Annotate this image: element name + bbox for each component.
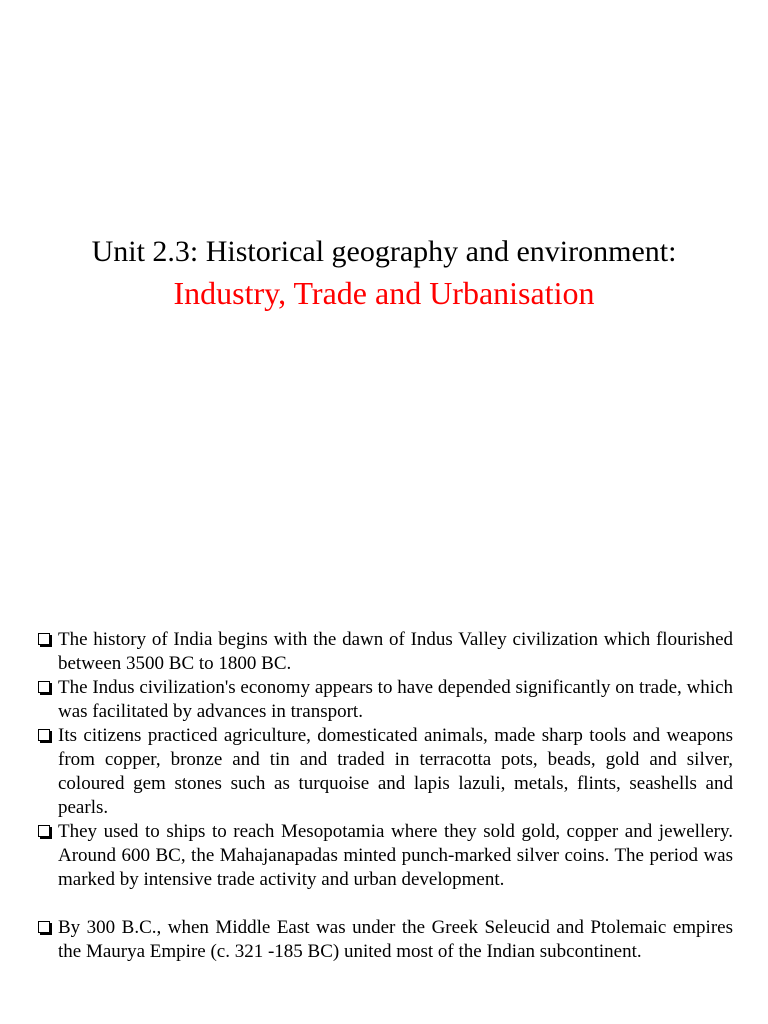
list-item <box>36 820 733 892</box>
list-item <box>36 916 733 964</box>
list-item-text: They used to ships to reach Mesopotamia where they sold gold, copper and jewellery. Around 600 BC, the Mahajanapadas minted punch-marked silver coins. The period was marked by intensive trade activity and urban development. <box>58 821 733 890</box>
slide-title <box>0 232 768 314</box>
list-item-text: The Indus civilization's economy appears to have depended significantly on trade, which was facilitated by advances in transport. <box>58 677 733 722</box>
list-item <box>36 724 733 820</box>
title-line-1: Unit 2.3: Historical geography and environment: <box>91 235 677 268</box>
bullet-list <box>36 628 733 964</box>
list-item-text: By 300 B.C., when Middle East was under the Greek Seleucid and Ptolemaic empires the Maurya Empire (c. 321 -185 BC) united most of the Indian subcontinent. <box>58 917 733 962</box>
list-item <box>36 676 733 724</box>
title-line-2: Industry, Trade and Urbanisation <box>173 275 595 311</box>
list-item-text: Its citizens practiced agriculture, domesticated animals, made sharp tools and weapons from copper, bronze and tin and traded in terracotta pots, beads, gold and silver, coloured gem stones such as turquoise and lapis lazuli, metals, flints, seashells and pearls. <box>58 725 733 818</box>
checkbox-square-icon <box>38 825 50 837</box>
checkbox-square-icon <box>38 729 50 741</box>
checkbox-square-icon <box>38 921 50 933</box>
list-item-text: The history of India begins with the dawn of Indus Valley civilization which flourished between 3500 BC to 1800 BC. <box>58 629 733 674</box>
checkbox-square-icon <box>38 681 50 693</box>
list-item <box>36 628 733 676</box>
checkbox-square-icon <box>38 633 50 645</box>
